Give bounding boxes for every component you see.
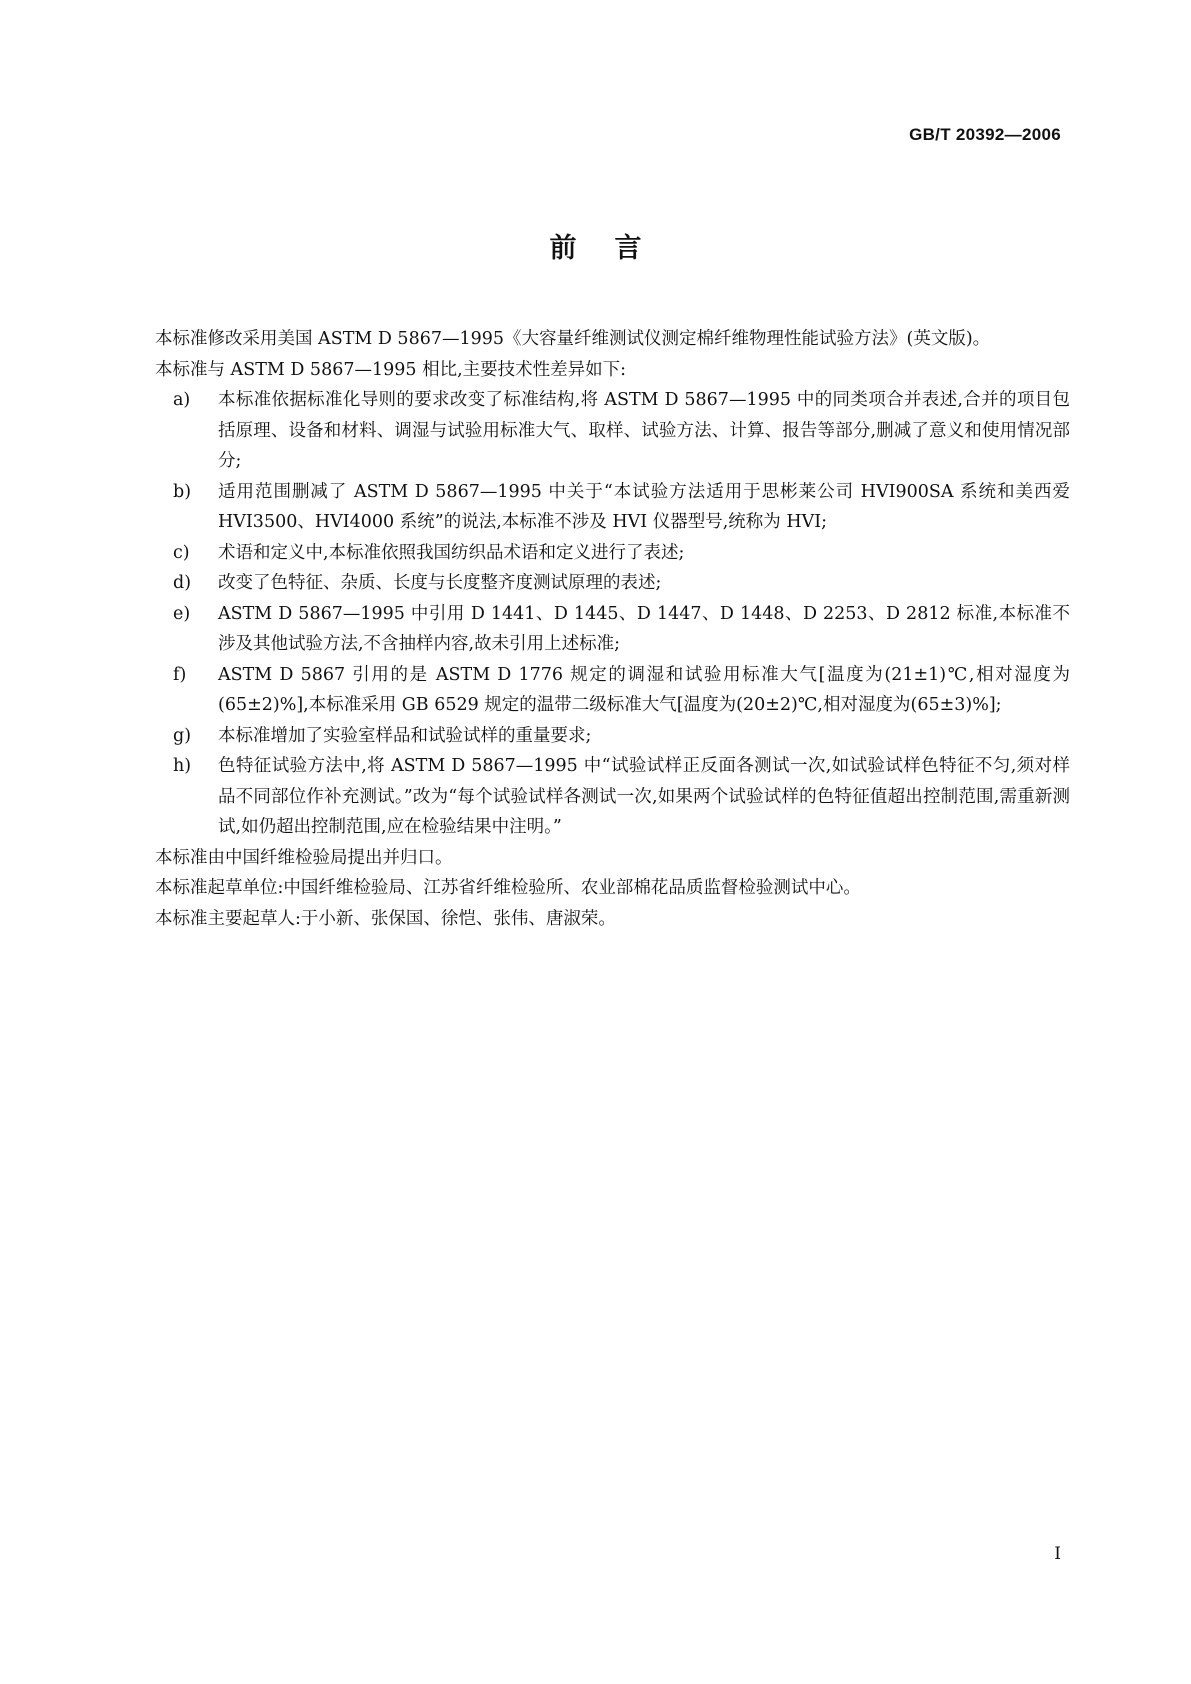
list-item-text: 色特征试验方法中,将 ASTM D 5867—1995 中“试验试样正反面各测试一次,如试验试样色特征不匀,须对样品不同部位作补充测试。”改为“每个试验试样各测试一次,如果两个试验试样的色特征值超出控制范围,需重新测试,如仍超出控制范围,应在检验结果中注明。” bbox=[218, 756, 1070, 837]
proposer-paragraph: 本标准由中国纤维检验局提出并归口。 bbox=[155, 847, 453, 868]
list-item-f bbox=[120, 660, 1070, 721]
list-item-a bbox=[120, 385, 1070, 477]
list-item-c bbox=[120, 538, 1070, 569]
list-item-b bbox=[120, 477, 1070, 538]
list-marker: g) bbox=[173, 725, 192, 746]
list-marker: a) bbox=[173, 390, 191, 410]
page-number: I bbox=[1054, 1544, 1061, 1564]
list-item-text: ASTM D 5867—1995 中引用 D 1441、D 1445、D 1447、D 1448、D 2253、D 2812 标准,本标准不涉及其他试验方法,不含抽样内容,故未引用上述标准; bbox=[218, 603, 1070, 654]
intro-paragraph: 本标准修改采用美国 ASTM D 5867—1995《大容量纤维测试仪测定棉纤维物理性能试验方法》(英文版)。 bbox=[155, 329, 991, 349]
list-item-text: 改变了色特征、杂质、长度与长度整齐度测试原理的表述; bbox=[218, 573, 662, 593]
list-marker: e) bbox=[173, 603, 191, 624]
foreword-body bbox=[120, 324, 1070, 934]
list-item-text: 本标准增加了实验室样品和试验试样的重量要求; bbox=[218, 725, 592, 746]
list-marker: c) bbox=[173, 542, 190, 563]
page-title: 前言 bbox=[549, 233, 680, 264]
list-item-text: ASTM D 5867 引用的是 ASTM D 1776 规定的调湿和试验用标准大气[温度为(21±1)℃,相对湿度为(65±2)%],本标准采用 GB 6529 规定的温带二级标准大气[温度为(20±2)℃,相对湿度为(65±3)%]; bbox=[218, 664, 1070, 715]
list-item-text: 适用范围删减了 ASTM D 5867—1995 中关于“本试验方法适用于思彬莱公司 HVI900SA 系统和美西爱 HVI3500、HVI4000 系统”的说法,本标准不涉及 HVI 仪器型号,统称为 HVI; bbox=[218, 481, 1070, 532]
list-item-e bbox=[120, 599, 1070, 660]
differences-intro: 本标准与 ASTM D 5867—1995 相比,主要技术性差异如下: bbox=[155, 359, 627, 380]
list-marker: b) bbox=[173, 481, 192, 502]
standard-code: GB/T 20392—2006 bbox=[909, 125, 1061, 144]
list-marker: f) bbox=[173, 664, 187, 685]
list-item-h bbox=[120, 751, 1070, 843]
list-item-g bbox=[120, 721, 1070, 752]
list-marker: h) bbox=[173, 756, 192, 776]
list-item-text: 本标准依据标准化导则的要求改变了标准结构,将 ASTM D 5867—1995 中的同类项合并表述,合并的项目包括原理、设备和材料、调湿与试验用标准大气、取样、试验方法、计算、报告等部分,删减了意义和使用情况部分; bbox=[218, 390, 1070, 471]
list-marker: d) bbox=[173, 573, 192, 593]
drafting-units-paragraph: 本标准起草单位:中国纤维检验局、江苏省纤维检验所、农业部棉花品质监督检验测试中心。 bbox=[155, 878, 861, 898]
drafters-paragraph: 本标准主要起草人:于小新、张保国、徐恺、张伟、唐淑荣。 bbox=[155, 908, 616, 929]
list-item-text: 术语和定义中,本标准依照我国纺织品术语和定义进行了表述; bbox=[218, 542, 685, 563]
list-item-d bbox=[120, 568, 1070, 599]
